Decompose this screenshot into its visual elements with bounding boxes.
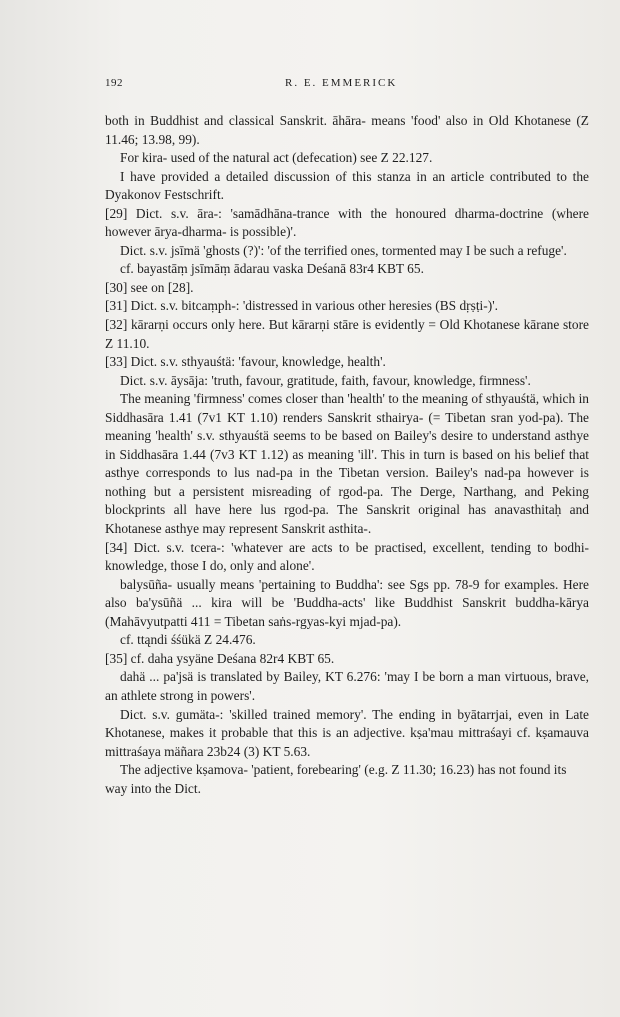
paragraph: The meaning 'firmness' comes closer than 'health' to the meaning of sthyauśtä, which in Siddhasāra 1.41 (7v1 KT 1.10) renders Sanskrit sthairya- (= Tibetan sran yod-pa). The meaning 'health' s.v. sthyauśtä seems to be based on Bailey's desire to understand asthye in Siddhasāra 1.44 (7v3 KT 1.12) as meaning 'ill'. This in turn is based on his belief that asthye corresponds to lus nad-pa in the Tibetan version. Bailey's nad-pa however is nothing but a persistent misreading of rgod-pa. The Derge, Narthang, and Peking blockprints all have here lus rgod-pa. The Sanskrit original has anavasthitaḥ and Khotanese asthye may represent Sanskrit asthita-.	[105, 391, 589, 537]
paragraph: Dict. s.v. gumäta-: 'skilled trained memory'. The ending in byātarrjai, even in Late Khotanese, makes it probable that this is an adjective. kṣa'mau mittraśayi cf. kṣamauva mittraśaya mäñara 23b24 (3) KT 5.63.	[105, 706, 589, 759]
note-29: [29] Dict. s.v. āra-: 'samādhāna-trance with the honoured dharma-doctrine (where however ārya-dharma- is possible)'.	[105, 205, 589, 240]
note-31: [31] Dict. s.v. bitcaṃph-: 'distressed in various other heresies (BS dṛṣṭi-)'.	[105, 298, 498, 314]
note-32: [32] kārarṇi occurs only here. But kārarṇi stāre is evidently = Old Khotanese kārane store Z 11.10.	[105, 317, 589, 351]
note-33: [33] Dict. s.v. sthyauśtä: 'favour, knowledge, health'.	[105, 354, 386, 370]
paragraph: The adjective kṣamova- 'patient, forebearing' (e.g. Z 11.30; 16.23) has not found its way into the Dict.	[105, 762, 567, 796]
note-35: [35] cf. daha ysyäne Deśana 82r4 KBT 65.	[105, 650, 335, 666]
paragraph: cf. ttąndi śśükä Z 24.476.	[120, 632, 256, 648]
paragraph: For kira- used of the natural act (defecation) see Z 22.127.	[120, 150, 433, 166]
paragraph: cf. bayastāṃ jsīmāṃ ādarau vaska Deśanā 83r4 KBT 65.	[120, 261, 424, 277]
body-text	[105, 112, 589, 798]
paragraph: both in Buddhist and classical Sanskrit. āhāra- means 'food' also in Old Khotanese (Z 11.46; 13.98, 99).	[105, 113, 589, 147]
paragraph: Dict. s.v. jsīmä 'ghosts (?)': 'of the terrified ones, tormented may I be such a refuge'.	[120, 242, 567, 258]
running-head: R. E. EMMERICK	[285, 77, 398, 89]
note-34: [34] Dict. s.v. tcera-: 'whatever are acts to be practised, excellent, tending to bodhi-knowledge, those I do, only and alone'.	[105, 539, 589, 574]
page-number: 192	[105, 77, 123, 89]
paragraph: Dict. s.v. āysāja: 'truth, favour, gratitude, faith, favour, knowledge, firmness'.	[120, 372, 531, 388]
note-30: [30] see on [28].	[105, 279, 194, 295]
paragraph: balysūña- usually means 'pertaining to Buddha': see Sgs pp. 78-9 for examples. Here also ba'ysūñä ... kira will be 'Buddha-acts' like Buddhist Sanskrit buddha-kārya (Mahāvyutpatti 411 = Tibetan saṅs-rgyas-kyi mjad-pa).	[105, 576, 589, 629]
page-header	[105, 77, 590, 93]
paragraph: dahä ... pa'jsä is translated by Bailey, KT 6.276: 'may I be born a man virtuous, brave, an athlete strong in powers'.	[105, 669, 589, 703]
paragraph: I have provided a detailed discussion of this stanza in an article contributed to the Dyakonov Festschrift.	[105, 168, 589, 203]
